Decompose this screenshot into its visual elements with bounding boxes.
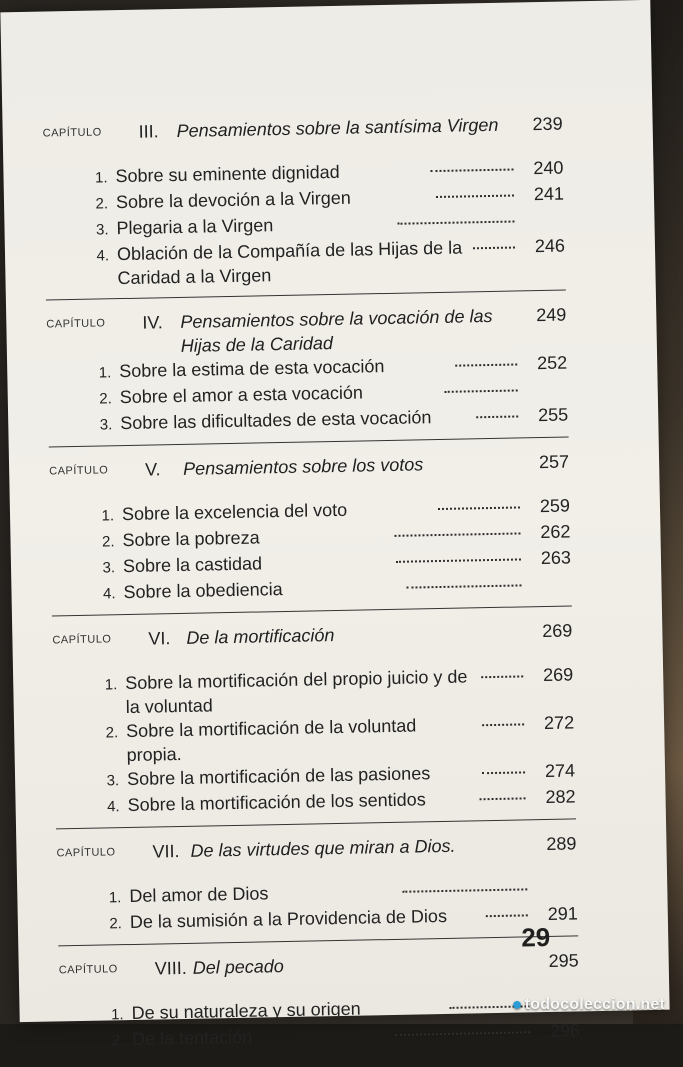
leader-dots — [473, 246, 515, 249]
watermark — [512, 993, 665, 1014]
item-number: 2. — [99, 390, 112, 408]
chapter-number: IV. — [142, 312, 163, 333]
item-number: 3. — [95, 221, 109, 239]
chapter-label: CAPÍTULO — [52, 633, 112, 647]
leader-dots — [438, 506, 520, 510]
item-page: 262 — [540, 521, 571, 543]
item-title: Sobre la obediencia — [123, 579, 283, 603]
item-number: 4. — [106, 798, 120, 816]
item-title: Sobre la mortificación de las pasiones — [126, 763, 431, 790]
item-page: 259 — [539, 495, 571, 517]
leader-dots — [482, 771, 525, 774]
chapter-page: 257 — [538, 451, 570, 473]
leader-dots — [476, 415, 518, 418]
item-number: 3. — [99, 416, 113, 434]
item-title: Del amor de Dios — [129, 883, 269, 907]
item-title: De la sumisión a la Providencia de Dios — [129, 905, 448, 933]
table-of-contents — [42, 112, 580, 1067]
item-page: 240 — [533, 157, 564, 179]
item-page: 263 — [540, 547, 572, 569]
item-title: Sobre el amor a esta vocación — [119, 382, 364, 408]
chapter-title: Pensamientos sobre la santísima Virgen — [176, 114, 499, 141]
item-number: 1. — [98, 364, 112, 382]
item-page: 291 — [547, 903, 578, 924]
chapter-label: CAPÍTULO — [46, 317, 106, 331]
item-page: 274 — [544, 760, 576, 782]
chapter-divider — [52, 605, 572, 616]
chapter-number: VII. — [152, 841, 180, 862]
item-number: 2. — [109, 915, 123, 933]
leader-dots — [431, 169, 514, 173]
item-number: 2. — [105, 724, 119, 742]
item-title: Sobre la devoción a la Virgen — [115, 187, 352, 213]
chapter-title: Del pecado — [192, 956, 284, 978]
leader-dots — [444, 389, 517, 392]
item-title: Sobre la estima de esta vocación — [119, 356, 385, 382]
item-number: 1. — [104, 676, 118, 694]
chapter-vii — [56, 831, 578, 946]
item-number: 1. — [108, 889, 122, 907]
item-number: 1. — [110, 1006, 124, 1024]
item-page — [530, 589, 572, 590]
item-title: De su naturaleza y su origen — [131, 998, 361, 1023]
leader-dots — [455, 363, 517, 366]
leader-dots — [486, 914, 528, 917]
leader-dots — [402, 888, 527, 892]
chapter-page: 289 — [546, 833, 577, 855]
chapter-number: VIII. — [154, 957, 187, 979]
item-page — [526, 395, 568, 396]
item-page: 272 — [543, 712, 575, 734]
chapter-page: 239 — [532, 113, 563, 135]
chapter-divider — [49, 437, 569, 448]
item-title: Sobre la pobreza — [122, 527, 260, 551]
watermark-dot-icon: ● — [511, 994, 523, 1014]
item-number: 4. — [102, 585, 116, 603]
item-page — [535, 893, 577, 894]
item-title: Sobre la mortificación de los sentidos — [127, 789, 426, 816]
item-title: Sobre la castidad — [122, 553, 263, 577]
item-title: Oblación de la Compañía de las Hijas de la Caridad a la Virgen — [116, 237, 463, 289]
chapter-number: III. — [138, 121, 159, 142]
chapter-divider — [46, 290, 566, 301]
chapter-viii — [59, 948, 581, 1054]
chapter-heading — [46, 303, 567, 361]
chapter-page: 295 — [548, 950, 579, 971]
item-number: 3. — [106, 772, 120, 790]
chapter-number: VI. — [148, 628, 171, 649]
item-page: 246 — [534, 235, 566, 257]
item-number: 1. — [101, 507, 115, 525]
item-page: 255 — [537, 404, 569, 426]
leader-dots — [482, 723, 524, 726]
chapter-label: CAPÍTULO — [42, 126, 102, 140]
chapter-title: De la mortificación — [186, 625, 335, 648]
toc-item — [45, 234, 566, 292]
watermark-text: todocoleccion.net — [524, 996, 665, 1013]
chapter-title: De las virtudes que miran a Dios. — [190, 835, 456, 861]
chapter-divider — [58, 935, 578, 946]
leader-dots — [396, 558, 521, 562]
item-title: Sobre su eminente dignidad — [115, 161, 340, 187]
item-number: 2. — [95, 195, 109, 213]
chapter-page: 249 — [536, 304, 567, 326]
item-page — [523, 226, 565, 227]
item-page: 269 — [542, 664, 574, 686]
chapter-iii — [42, 112, 565, 301]
item-title: Sobre la excelencia del voto — [121, 499, 348, 525]
chapter-number: V. — [144, 459, 161, 480]
leader-dots — [406, 584, 521, 588]
leader-dots — [395, 1031, 530, 1036]
item-page: 296 — [549, 1020, 581, 1041]
item-page: 241 — [533, 183, 565, 205]
leader-dots — [481, 675, 523, 678]
leader-dots — [480, 797, 526, 800]
item-number: 2. — [111, 1032, 125, 1050]
chapter-v — [49, 449, 572, 616]
item-title: Sobre las dificultades de esta vocación — [120, 407, 432, 434]
item-title: Sobre la mortificación de la voluntad propia. — [125, 715, 417, 766]
item-page: 282 — [545, 786, 576, 808]
leader-dots — [398, 221, 515, 225]
chapter-iv — [46, 303, 568, 448]
leader-dots — [394, 532, 520, 536]
item-page: 252 — [536, 352, 568, 374]
chapter-label: CAPÍTULO — [58, 963, 118, 977]
chapter-label: CAPÍTULO — [56, 846, 116, 860]
item-number: 3. — [102, 559, 116, 577]
chapter-label: CAPÍTULO — [49, 464, 109, 478]
chapter-title: Pensamientos sobre la vocación de las Hijas de la Caridad — [180, 305, 493, 356]
item-number: 4. — [96, 247, 110, 265]
chapter-divider — [56, 818, 576, 829]
item-title: Sobre la mortificación del propio juicio y de la voluntad — [125, 666, 468, 718]
item-title: De la tentación — [131, 1026, 253, 1049]
page-number: 29 — [521, 921, 551, 953]
item-title: Plegaria a la Virgen — [116, 215, 274, 239]
chapter-title: Pensamientos sobre los votos — [182, 454, 424, 479]
leader-dots — [436, 195, 514, 198]
item-number: 2. — [101, 533, 115, 551]
item-number: 1. — [94, 169, 108, 187]
chapter-page: 269 — [542, 620, 573, 642]
chapter-vi — [52, 618, 576, 829]
